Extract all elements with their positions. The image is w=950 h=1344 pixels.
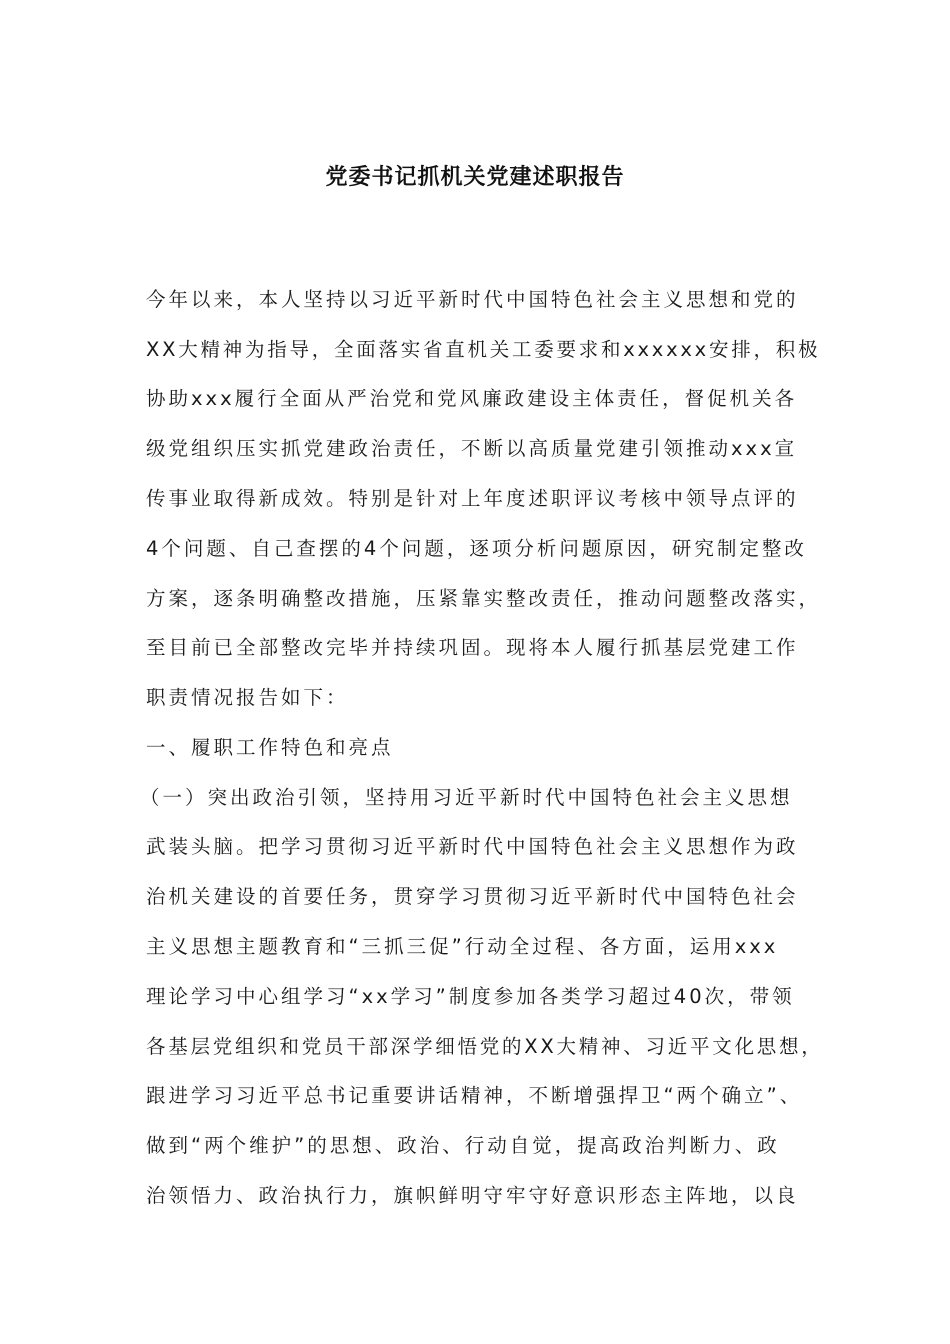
body-line-text: 各基层党组织和党员干部深学细悟党的XX大精神、习近平文化思想， xyxy=(146,1035,824,1058)
body-line-text: 级党组织压实抓党建政治责任，不断以高质量党建引领推动xxx宣 xyxy=(146,437,798,460)
body-line-text: 方案，逐条明确整改措施，压紧靠实整改责任，推动问题整改落实， xyxy=(146,587,822,610)
body-line-text: 跟进学习习近平总书记重要讲话精神，不断增强捍卫“两个确立”、 xyxy=(146,1084,803,1107)
body-line-text: 做到“两个维护”的思想、政治、行动自觉，提高政治判断力、政 xyxy=(146,1134,780,1157)
body-line-text: 协助xxx履行全面从严治党和党风廉政建设主体责任，督促机关各 xyxy=(146,387,798,410)
body-line-text: 治领悟力、政治执行力，旗帜鲜明守牢守好意识形态主阵地，以良 xyxy=(146,1184,799,1207)
body-line-text: 传事业取得新成效。特别是针对上年度述职评议考核中领导点评的 xyxy=(146,487,799,510)
document-title: 党委书记抓机关党建述职报告 xyxy=(325,164,625,190)
body-line-text: 至目前已全部整改完毕并持续巩固。现将本人履行抓基层党建工作 xyxy=(146,636,799,659)
body-line-text: 理论学习中心组学习“xx学习”制度参加各类学习超过40次，带领 xyxy=(146,985,795,1008)
body-line-text: 今年以来，本人坚持以习近平新时代中国特色社会主义思想和党的 xyxy=(146,288,799,311)
subsection-heading-text: （一）突出政治引领，坚持用习近平新时代中国特色社会主义思想 xyxy=(140,786,793,809)
body-line-text: 主义思想主题教育和“三抓三促”行动全过程、各方面，运用xxx xyxy=(146,935,779,958)
body-line-text: XX大精神为指导，全面落实省直机关工委要求和xxxxxx安排，积极 xyxy=(146,338,821,361)
body-line-text: 职责情况报告如下： xyxy=(146,686,349,709)
body-line-text: 4个问题、自己查摆的4个问题，逐项分析问题原因，研究制定整改 xyxy=(146,537,807,560)
body-line-text: 武装头脑。把学习贯彻习近平新时代中国特色社会主义思想作为政 xyxy=(146,835,799,858)
section-heading-text: 一、履职工作特色和亮点 xyxy=(146,736,394,759)
body-line-text: 治机关建设的首要任务，贯穿学习贯彻习近平新时代中国特色社会 xyxy=(146,885,799,908)
